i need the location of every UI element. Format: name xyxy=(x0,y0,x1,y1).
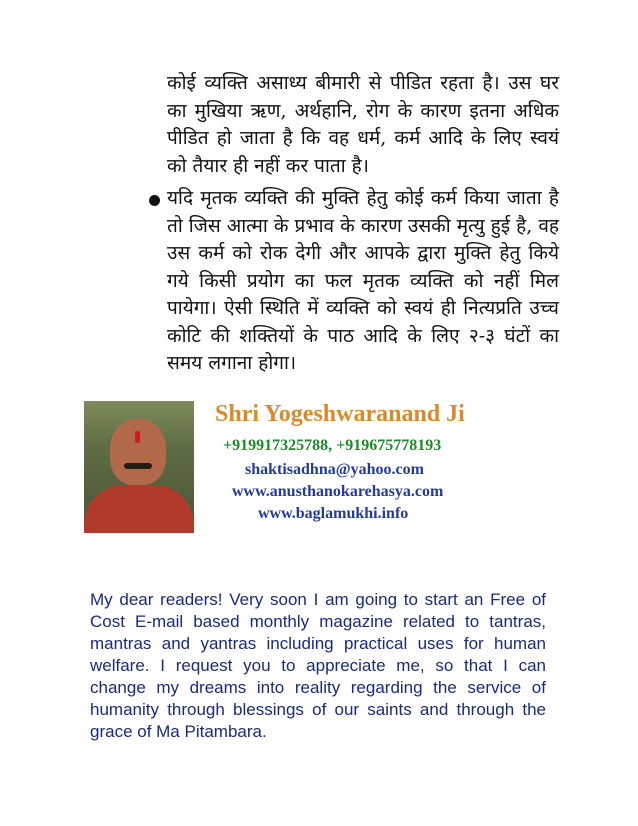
website-link-baglamukhi[interactable]: www.baglamukhi.info xyxy=(258,505,409,522)
hindi-paragraph-2: यदि मृतक व्यक्ति की मुक्ति हेतु कोई कर्म किया जाता है तो जिस आत्मा के प्रभाव के कारण उसकी मृत्यु हुई है, वह उस कर्म को रोक देगी और आपके द्वारा मुक्ति हेतु किये गये किसी प्रयोग का फल मृतक व्यक्ति को नहीं मिल पायेगा। ऐसी स्थिति में व्यक्ति को स्वयं ही नित्यप्रति उच्च कोटि की शक्तियों के पाठ आदि के लिए २-३ घंटों का समय लगाना होगा। xyxy=(167,187,559,374)
readers-message: My dear readers! Very soon I am going to start an Free of Cost E-mail based monthly magazine related to tantras, mantras and yantras including practical uses for human welfare. I request you to appreciate me, so that I can change my dreams into reality regarding the service of humanity through blessings of our saints and through the grace of Ma Pitambara. xyxy=(90,590,546,741)
website-link-anusthanokarehasya[interactable]: www.anusthanokarehasya.com xyxy=(232,483,444,500)
phone-numbers: +919917325788, +919675778193 xyxy=(223,437,442,454)
email-link[interactable]: shaktisadhna@yahoo.com xyxy=(245,461,424,478)
author-photo xyxy=(84,401,194,533)
bullet-icon xyxy=(149,195,160,206)
author-name: Shri Yogeshwaranand Ji xyxy=(215,401,465,427)
hindi-paragraph-1: कोई व्यक्ति असाध्य बीमारी से पीडित रहता है। उस घर का मुखिया ऋण, अर्थहानि, रोग के कारण इतना अधिक पीडित हो जाता है कि वह धर्म, कर्म आदि के लिए स्वयं को तैयार ही नहीं कर पाता है। xyxy=(167,72,559,177)
